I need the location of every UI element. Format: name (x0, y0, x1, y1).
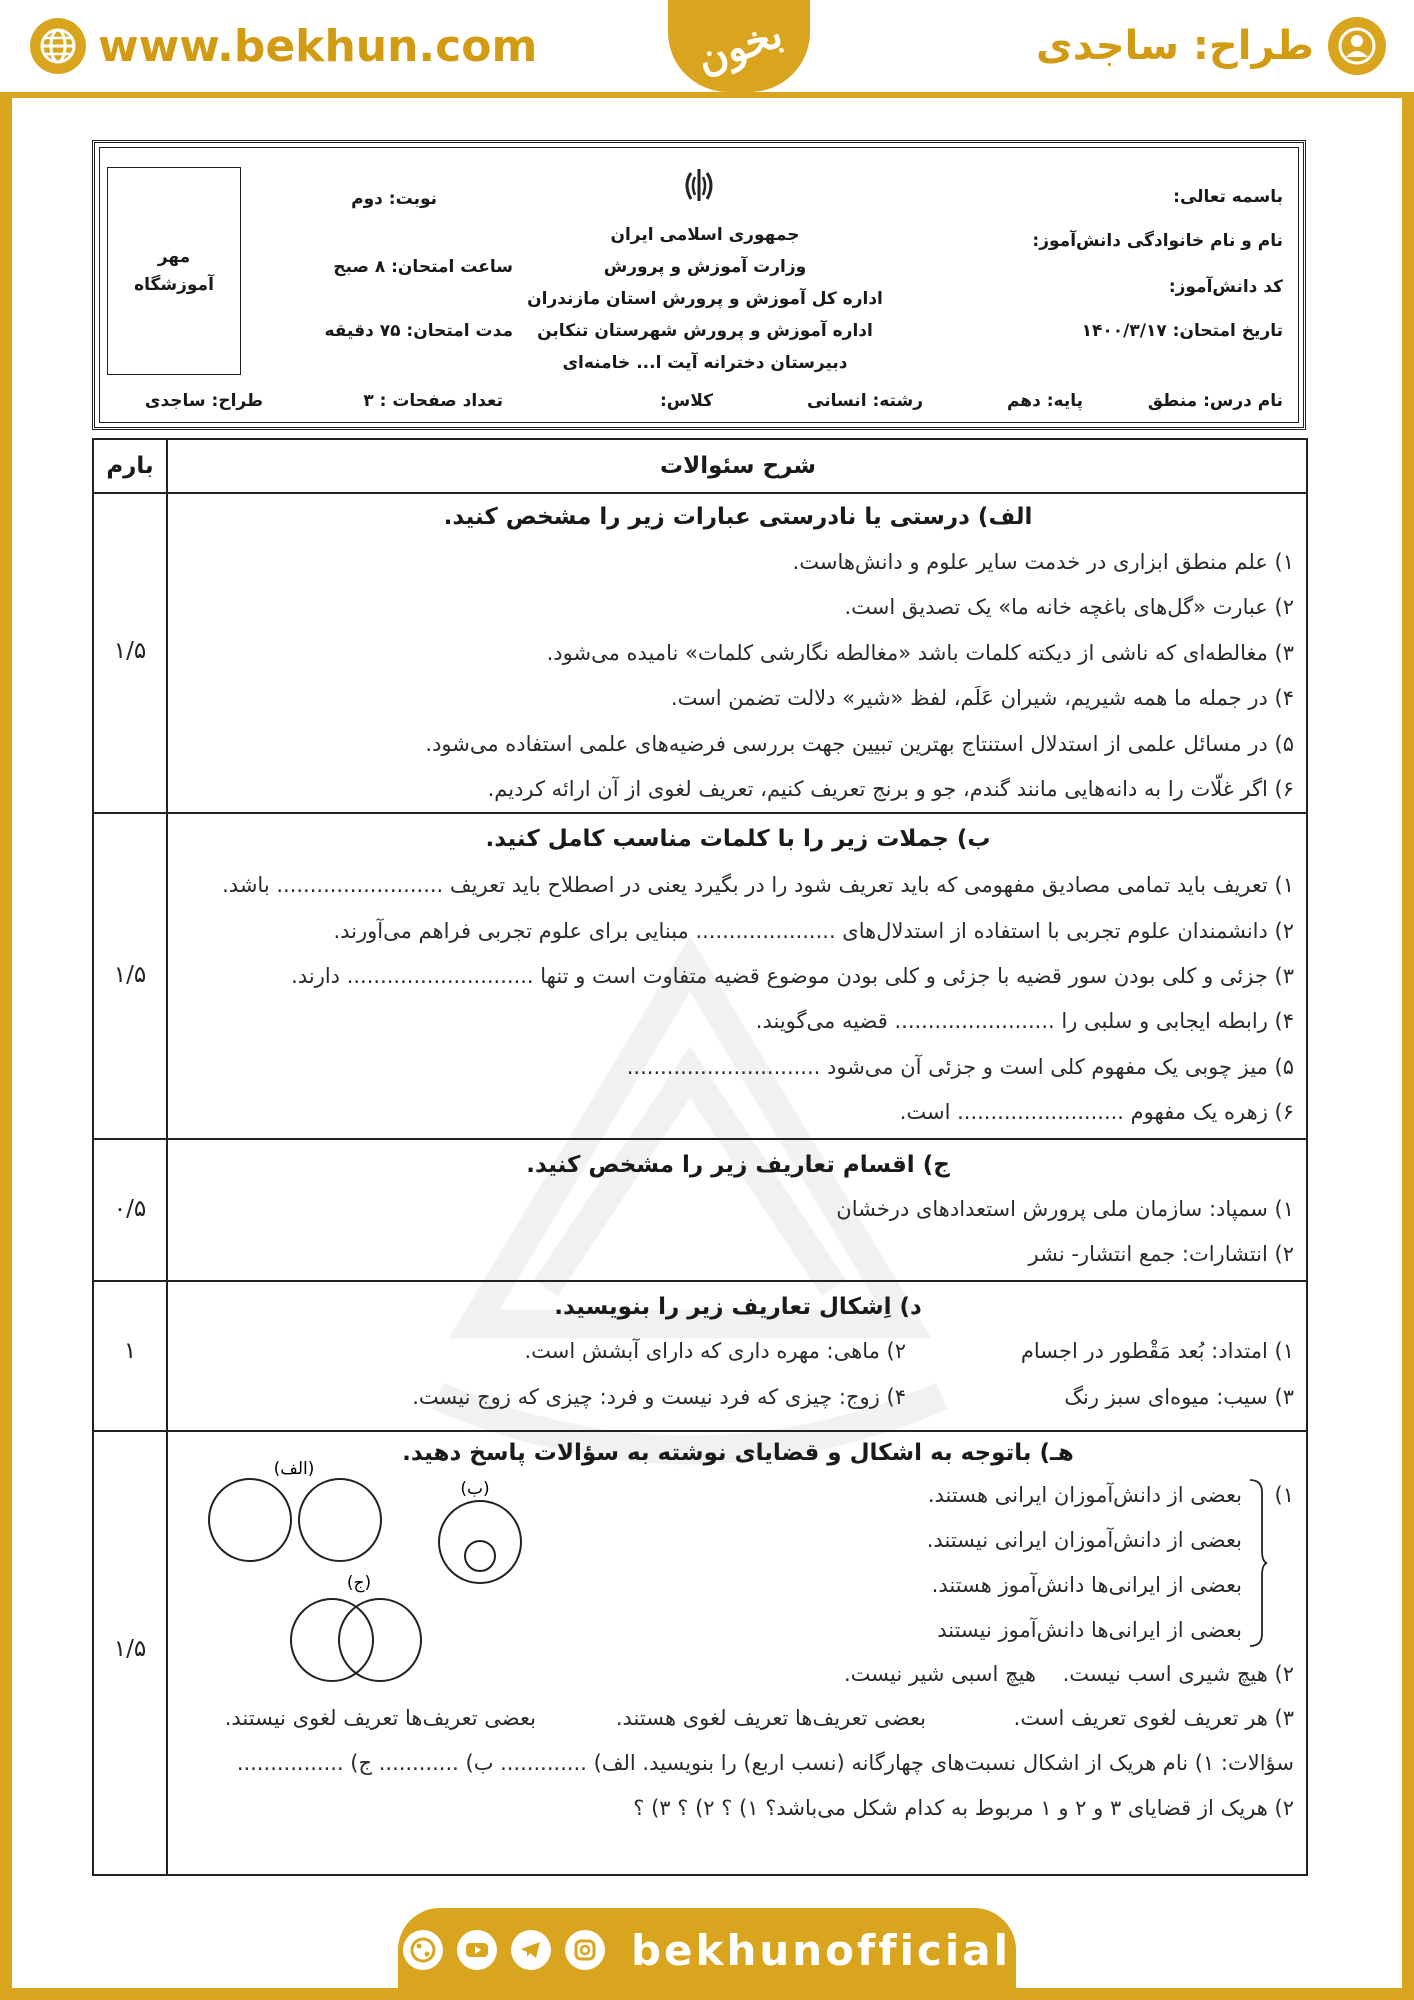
section-d-title: د) اِشکال تعاریف زیر را بنویسید. (554, 1294, 922, 1320)
section-b-item: ۴) رابطه ایجابی و سلبی را ........................ قضیه می‌گویند. (755, 1009, 1294, 1033)
aparat-icon[interactable] (403, 1930, 443, 1970)
social-footer (398, 1908, 1016, 1992)
designer-name: طراح: ساجدی (144, 391, 263, 411)
questions-table (92, 438, 1308, 1876)
section-a-item: ۵) در مسائل علمی از استدلال استنتاج بهترین تبیین جهت بررسی فرضیه‌های علمی استفاده می‌شود. (425, 732, 1294, 756)
score-column-header: بارم (106, 453, 154, 479)
section-d-score: ۱ (123, 1338, 137, 1364)
exam-date: تاریخ امتحان: ۱۴۰۰/۳/۱۷ (1081, 321, 1283, 341)
section-b-score: ۱/۵ (113, 962, 147, 988)
section-a-item: ۳) مغالطه‌ای که ناشی از دیکته کلمات باشد «مغالطه نگارشی کلمات» نامیده می‌شود. (546, 641, 1294, 665)
designer-badge (1036, 16, 1386, 76)
section-d-item: ۴) زوج: چیزی که فرد نیست و فرد: چیزی که زوج نیست. (412, 1385, 906, 1409)
course-name: نام درس: منطق (1147, 391, 1283, 411)
exam-session: نوبت: دوم (351, 189, 437, 209)
section-e-question: ۲) هریک از قضایای ۳ و ۲ و ۱ مربوط به کدام شکل می‌باشد؟ ۱) ؟ ۲) ؟ ۳) ؟ (633, 1796, 1294, 1820)
user-icon (1328, 17, 1386, 75)
section-b-item: ۳) جزئی و کلی بودن سور قضیه با جزئی و کلی بودن موضوع قضیه متفاوت است و تنها ............................ دارند. (291, 964, 1294, 988)
section-e-proposition: بعضی تعریف‌ها تعریف لغوی نیستند. (224, 1706, 536, 1730)
section-b-title: ب) جملات زیر را با کلمات مناسب کامل کنید. (485, 826, 991, 852)
section-e-proposition: بعضی تعریف‌ها تعریف لغوی هستند. (615, 1706, 926, 1730)
venn-diagrams (204, 1450, 564, 1690)
school-name: دبیرستان دخترانه آیت ا... خامنه‌ای (562, 353, 848, 373)
diagram-a-right-circle (299, 1479, 381, 1561)
designer-name-top: طراح: ساجدی (1036, 23, 1314, 69)
diagram-label-a: (الف) (273, 1459, 315, 1479)
ministry-title: وزارت آموزش و پرورش (603, 257, 807, 277)
seal-label: آموزشگاه (134, 275, 214, 295)
section-d-item: ۳) سیب: میوه‌ای سبز رنگ (1064, 1385, 1294, 1409)
diagram-label-c: (ج) (346, 1573, 372, 1593)
section-e-proposition: ۳) هر تعریف لغوی تعریف است. (1013, 1706, 1294, 1730)
site-link[interactable] (30, 18, 537, 74)
section-b-item: ۶) زهره یک مفهوم ......................... است. (899, 1100, 1294, 1124)
field-of-study: رشته: انسانی (807, 391, 923, 411)
section-c-item: ۲) انتشارات: جمع انتشار- نشر (1028, 1242, 1294, 1266)
section-e-proposition: ۲) هیچ شیری اسب نیست. (1062, 1662, 1294, 1686)
section-b-item: ۲) دانشمندان علوم تجربی با استفاده از استدلال‌های ..................... مبنایی برای علوم تجربی فراهم می‌آورند. (333, 919, 1294, 943)
site-url: www.bekhun.com (98, 20, 538, 72)
section-b-item: ۵) میز چوبی یک مفهوم کلی است و جزئی آن می‌شود ............................. (626, 1055, 1294, 1079)
section-e-question: سؤالات: ۱) نام هریک از اشکال نسبت‌های چهارگانه (نسب اربع) را بنویسید. الف) ............. ب) ............ ج) ................ (236, 1751, 1294, 1775)
section-c-score: ۰/۵ (113, 1196, 147, 1222)
section-e-proposition: بعضی از دانش‌آموزان ایرانی نیستند. (926, 1528, 1242, 1552)
diagram-a-left-circle (209, 1479, 291, 1561)
questions-column-header: شرح سئوالات (659, 453, 817, 479)
exam-duration: مدت امتحان: ۷۵ دقیقه (324, 321, 513, 341)
instagram-icon[interactable] (565, 1930, 605, 1970)
section-e-proposition: بعضی از ایرانی‌ها دانش‌آموز هستند. (931, 1573, 1242, 1597)
section-c-title: ج) اقسام تعاریف زیر را مشخص کنید. (526, 1152, 950, 1178)
telegram-icon[interactable] (511, 1930, 551, 1970)
seal-label: مهر (157, 247, 191, 267)
curly-brace-icon (1246, 1478, 1268, 1648)
section-e-title: هـ) باتوجه به اشکال و قضایای نوشته به سؤالات پاسخ دهید. (402, 1440, 1074, 1466)
school-seal-box (107, 167, 241, 375)
diagram-c-right-circle (339, 1599, 421, 1681)
city-office: اداره آموزش و پرورش شهرستان تنکابن (537, 321, 873, 341)
section-e-proposition: بعضی از دانش‌آموزان ایرانی هستند. (927, 1483, 1242, 1507)
section-a-title: الف) درستی یا نادرستی عبارات زیر را مشخص کنید. (443, 504, 1033, 530)
student-name-field: نام و نام خانوادگی دانش‌آموز: (1032, 231, 1283, 251)
section-d-item: ۲) ماهی: مهره داری که دارای آبشش است. (524, 1339, 906, 1363)
student-code-field: کد دانش‌آموز: (1168, 277, 1283, 297)
iran-emblem-icon (679, 165, 719, 205)
exam-time: ساعت امتحان: ۸ صبح (333, 257, 513, 277)
class-field: کلاس: (659, 391, 713, 411)
section-e-group-number: ۱) (1274, 1483, 1294, 1507)
section-a-item: ۱) علم منطق ابزاری در خدمت سایر علوم و دانش‌هاست. (792, 550, 1294, 574)
page-count: تعداد صفحات : ۳ (363, 391, 503, 411)
section-a-item: ۶) اگر غلّات را به دانه‌هایی مانند گندم، جو و برنج تعریف کنیم، تعریف لغوی از آن ارائه کردیم. (487, 777, 1294, 801)
logo-text: بخون (690, 9, 788, 83)
section-d-item: ۱) امتداد: بُعد مَقْطور در اجسام (1020, 1339, 1294, 1363)
section-e-proposition: هیچ اسبی شیر نیست. (844, 1662, 1036, 1686)
social-handle[interactable]: bekhunofficial (630, 1925, 1011, 1975)
globe-icon (30, 18, 86, 74)
section-a-item: ۲) عبارت «گل‌های باغچه خانه ما» یک تصدیق است. (844, 595, 1294, 619)
top-bar (0, 0, 1414, 98)
province-office: اداره کل آموزش و پرورش استان مازندران (527, 289, 883, 309)
basmala: باسمه تعالی: (1173, 187, 1283, 207)
republic-title: جمهوری اسلامی ایران (610, 225, 800, 245)
section-e-proposition: بعضی از ایرانی‌ها دانش‌آموز نیستند (937, 1618, 1242, 1642)
section-a-item: ۴) در جمله ما همه شیریم، شیران عَلَم، لفظ «شیر» دلالت تضمن است. (670, 686, 1294, 710)
exam-header (92, 140, 1306, 430)
diagram-c-left-circle (291, 1599, 373, 1681)
youtube-icon[interactable] (457, 1930, 497, 1970)
diagram-b-inner-circle (465, 1541, 495, 1571)
section-c-item: ۱) سمپاد: سازمان ملی پرورش استعدادهای درخشان (836, 1197, 1294, 1221)
section-b-item: ۱) تعریف باید تمامی مصادیق مفهومی که باید تعریف شود را در بگیرد یعنی در اصطلاح باید تعریف ......................... باشد. (222, 873, 1294, 897)
brand-logo (668, 0, 810, 92)
diagram-label-b: (ب) (460, 1479, 490, 1499)
section-a-score: ۱/۵ (113, 638, 147, 664)
grade-level: پایه: دهم (1006, 391, 1083, 411)
section-e-score: ۱/۵ (113, 1636, 147, 1662)
